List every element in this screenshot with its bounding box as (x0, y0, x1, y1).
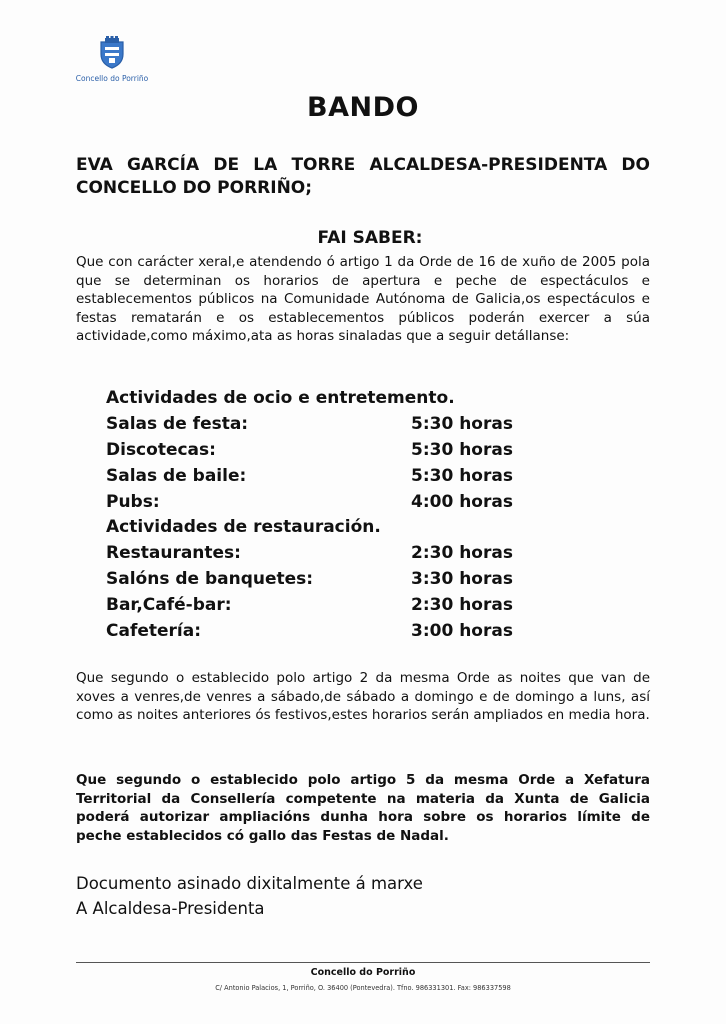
schedule-time: 3:00 horas (411, 621, 513, 642)
schedule-time: 4:00 horas (411, 491, 513, 512)
schedule-row (106, 464, 566, 490)
logo-caption: Concello do Porriño (75, 74, 149, 83)
schedule-row (106, 515, 566, 541)
schedule-label: Salas de baile: (106, 465, 247, 486)
coat-of-arms-icon (97, 36, 127, 70)
addressee-heading: EVA GARCÍA DE LA TORRE ALCALDESA-PRESIDENTA DO CONCELLO DO PORRIÑO; (76, 155, 650, 198)
schedule-label: Salas de festa: (106, 413, 249, 434)
schedule-row (106, 593, 566, 619)
schedule-row (106, 490, 566, 516)
signature-note: Documento asinado dixitalmente á marxe (76, 874, 423, 893)
schedule-label: Discotecas: (106, 439, 216, 460)
footer-address: C/ Antonio Palacios, 1, Porriño, O. 36400 (Pontevedra). Tfno. 986331301. Fax: 986337598 (215, 984, 511, 992)
schedule-row (106, 541, 566, 567)
schedule-label: Cafetería: (106, 621, 202, 642)
schedule-time: 5:30 horas (411, 413, 513, 434)
signatory-title: A Alcaldesa-Presidenta (76, 899, 265, 918)
christmas-paragraph: Que segundo o establecido polo artigo 5 da mesma Orde a Xefatura Territorial da Consellería competente na materia da Xunta de Galicia poderá autorizar ampliacións dunha hora sobre os horarios límite de peche establecidos có gallo das Festas de Nadal. (76, 772, 650, 844)
schedule-row (106, 619, 566, 645)
schedule-label: Actividades de restauración. (106, 517, 381, 538)
schedule-row (106, 438, 566, 464)
schedule-time: 5:30 horas (411, 439, 513, 460)
extension-paragraph: Que segundo o establecido polo artigo 2 da mesma Orde as noites que van de xoves a venres,de venres a sábado,de sábado a domingo e de domingo a luns, así como as noites anteriores ós festivos,estes horarios serán ampliados en media hora. (76, 670, 650, 724)
schedule-label: Actividades de ocio e entretemento. (106, 388, 455, 408)
schedule-time: 5:30 horas (411, 465, 513, 486)
schedule-table (106, 386, 566, 645)
schedule-time: 2:30 horas (411, 595, 513, 616)
schedule-row (106, 567, 566, 593)
schedule-row (106, 412, 566, 438)
schedule-label: Salóns de banquetes: (106, 569, 314, 590)
document-title: BANDO (307, 92, 419, 123)
schedule-label: Restaurantes: (106, 543, 241, 564)
signature-block (76, 871, 576, 921)
council-logo (72, 36, 152, 83)
footer-council-name: Concello do Porriño (310, 967, 416, 978)
intro-paragraph: Que con carácter xeral,e atendendo ó artigo 1 da Orde de 16 de xuño de 2005 pola que se determinan os horarios de apertura e peche de espectáculos e establecementos públicos na Comunidade Autónoma de Galicia,os espectáculos e festas rematarán e os establecementos públicos poderán exercer a súa actividade,como máximo,ata as horas sinaladas que a seguir detállanse: (76, 254, 650, 345)
schedule-label: Pubs: (106, 491, 160, 512)
schedule-row (106, 386, 566, 412)
footer-divider (76, 962, 650, 963)
schedule-time: 3:30 horas (411, 569, 513, 590)
announcement-heading: FAI SABER: (317, 228, 423, 248)
schedule-label: Bar,Café-bar: (106, 595, 232, 616)
schedule-time: 2:30 horas (411, 543, 513, 564)
